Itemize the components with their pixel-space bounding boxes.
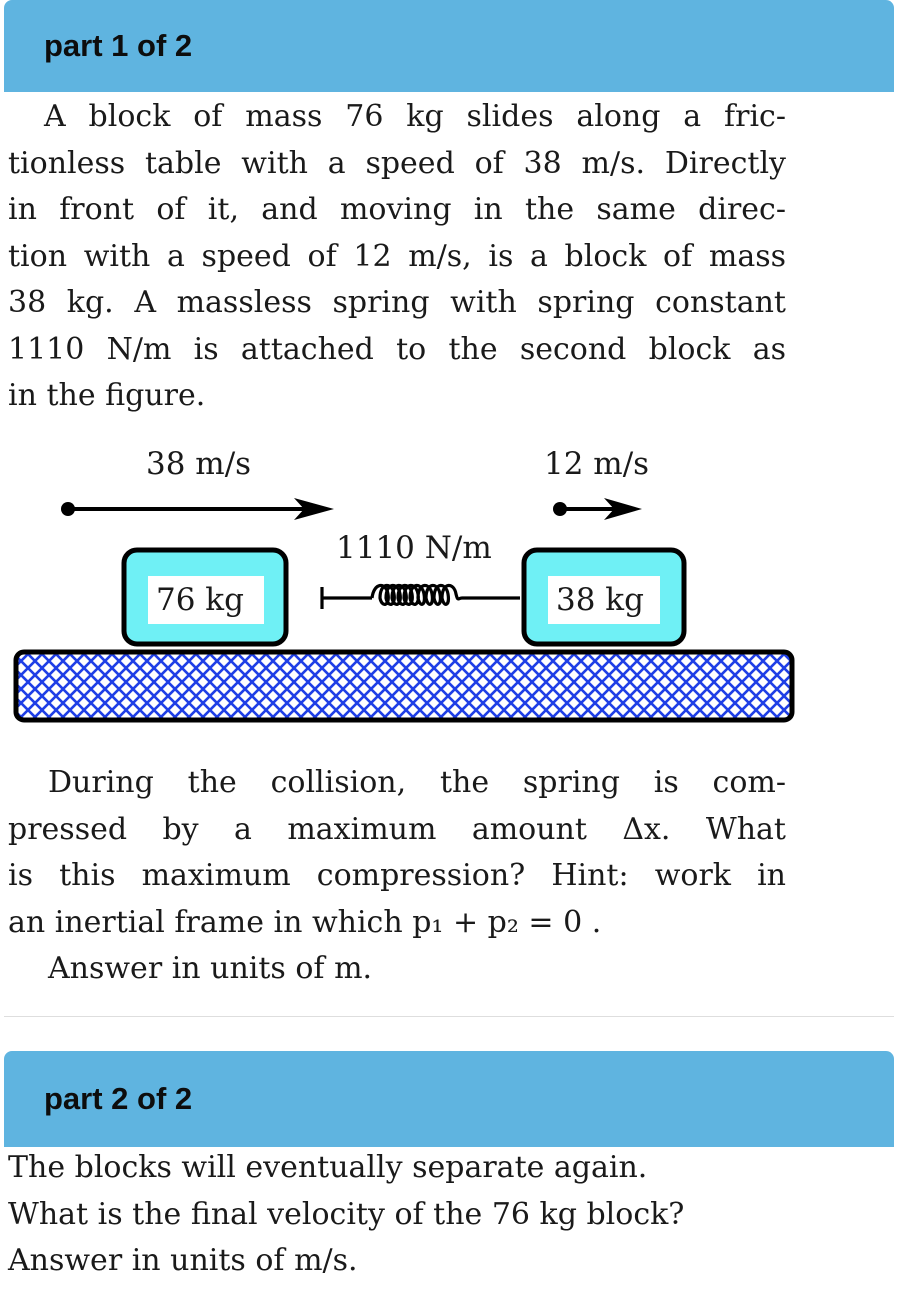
intro-line: tion with a speed of 12 m/s, is a block of mass <box>8 238 786 274</box>
part-1-question <box>8 760 786 993</box>
question-line: During the collision, the spring is com- <box>48 765 786 800</box>
intro-line: in the figure. <box>8 378 206 413</box>
part-2-title: part 2 of 2 <box>44 1081 193 1116</box>
block-38kg-label: 38 kg <box>556 582 644 618</box>
answer-units-1: Answer in units of m. <box>48 951 373 986</box>
velocity-2-arrow-icon <box>553 498 642 520</box>
spring-icon <box>322 585 520 609</box>
intro-line: 1110 N/m is attached to the second block as <box>8 331 786 367</box>
frictionless-table <box>16 652 792 720</box>
question-line: an inertial frame in which p₁ + p₂ = 0 . <box>8 904 602 940</box>
part-2-header <box>4 1051 894 1147</box>
block-76kg-label: 76 kg <box>156 582 244 618</box>
part-2-question <box>8 1145 768 1285</box>
block-38kg <box>524 550 684 644</box>
question-line: pressed by a maximum amount Δx. What <box>8 811 786 847</box>
intro-line: in front of it, and moving in the same direc- <box>8 192 786 227</box>
answer-units-2: Answer in units of m/s. <box>8 1243 358 1278</box>
collision-figure <box>0 430 898 730</box>
part-1-header <box>4 0 894 92</box>
intro-line: A block of mass 76 kg slides along a fric- <box>44 99 786 134</box>
question-line: What is the final velocity of the 76 kg block? <box>8 1196 685 1232</box>
velocity-2-label: 12 m/s <box>544 446 650 482</box>
intro-line: 38 kg. A massless spring with spring constant <box>8 285 786 320</box>
intro-line: tionless table with a speed of 38 m/s. Directly <box>8 145 786 181</box>
section-divider <box>4 1016 894 1017</box>
velocity-1-label: 38 m/s <box>146 446 252 482</box>
spring-constant-label: 1110 N/m <box>336 530 492 566</box>
question-line: is this maximum compression? Hint: work in <box>8 858 786 893</box>
question-line: The blocks will eventually separate again. <box>8 1150 648 1185</box>
part-1-title: part 1 of 2 <box>44 28 193 63</box>
block-76kg <box>124 550 286 644</box>
velocity-1-arrow-icon <box>61 498 334 520</box>
part-1-intro <box>8 94 786 420</box>
